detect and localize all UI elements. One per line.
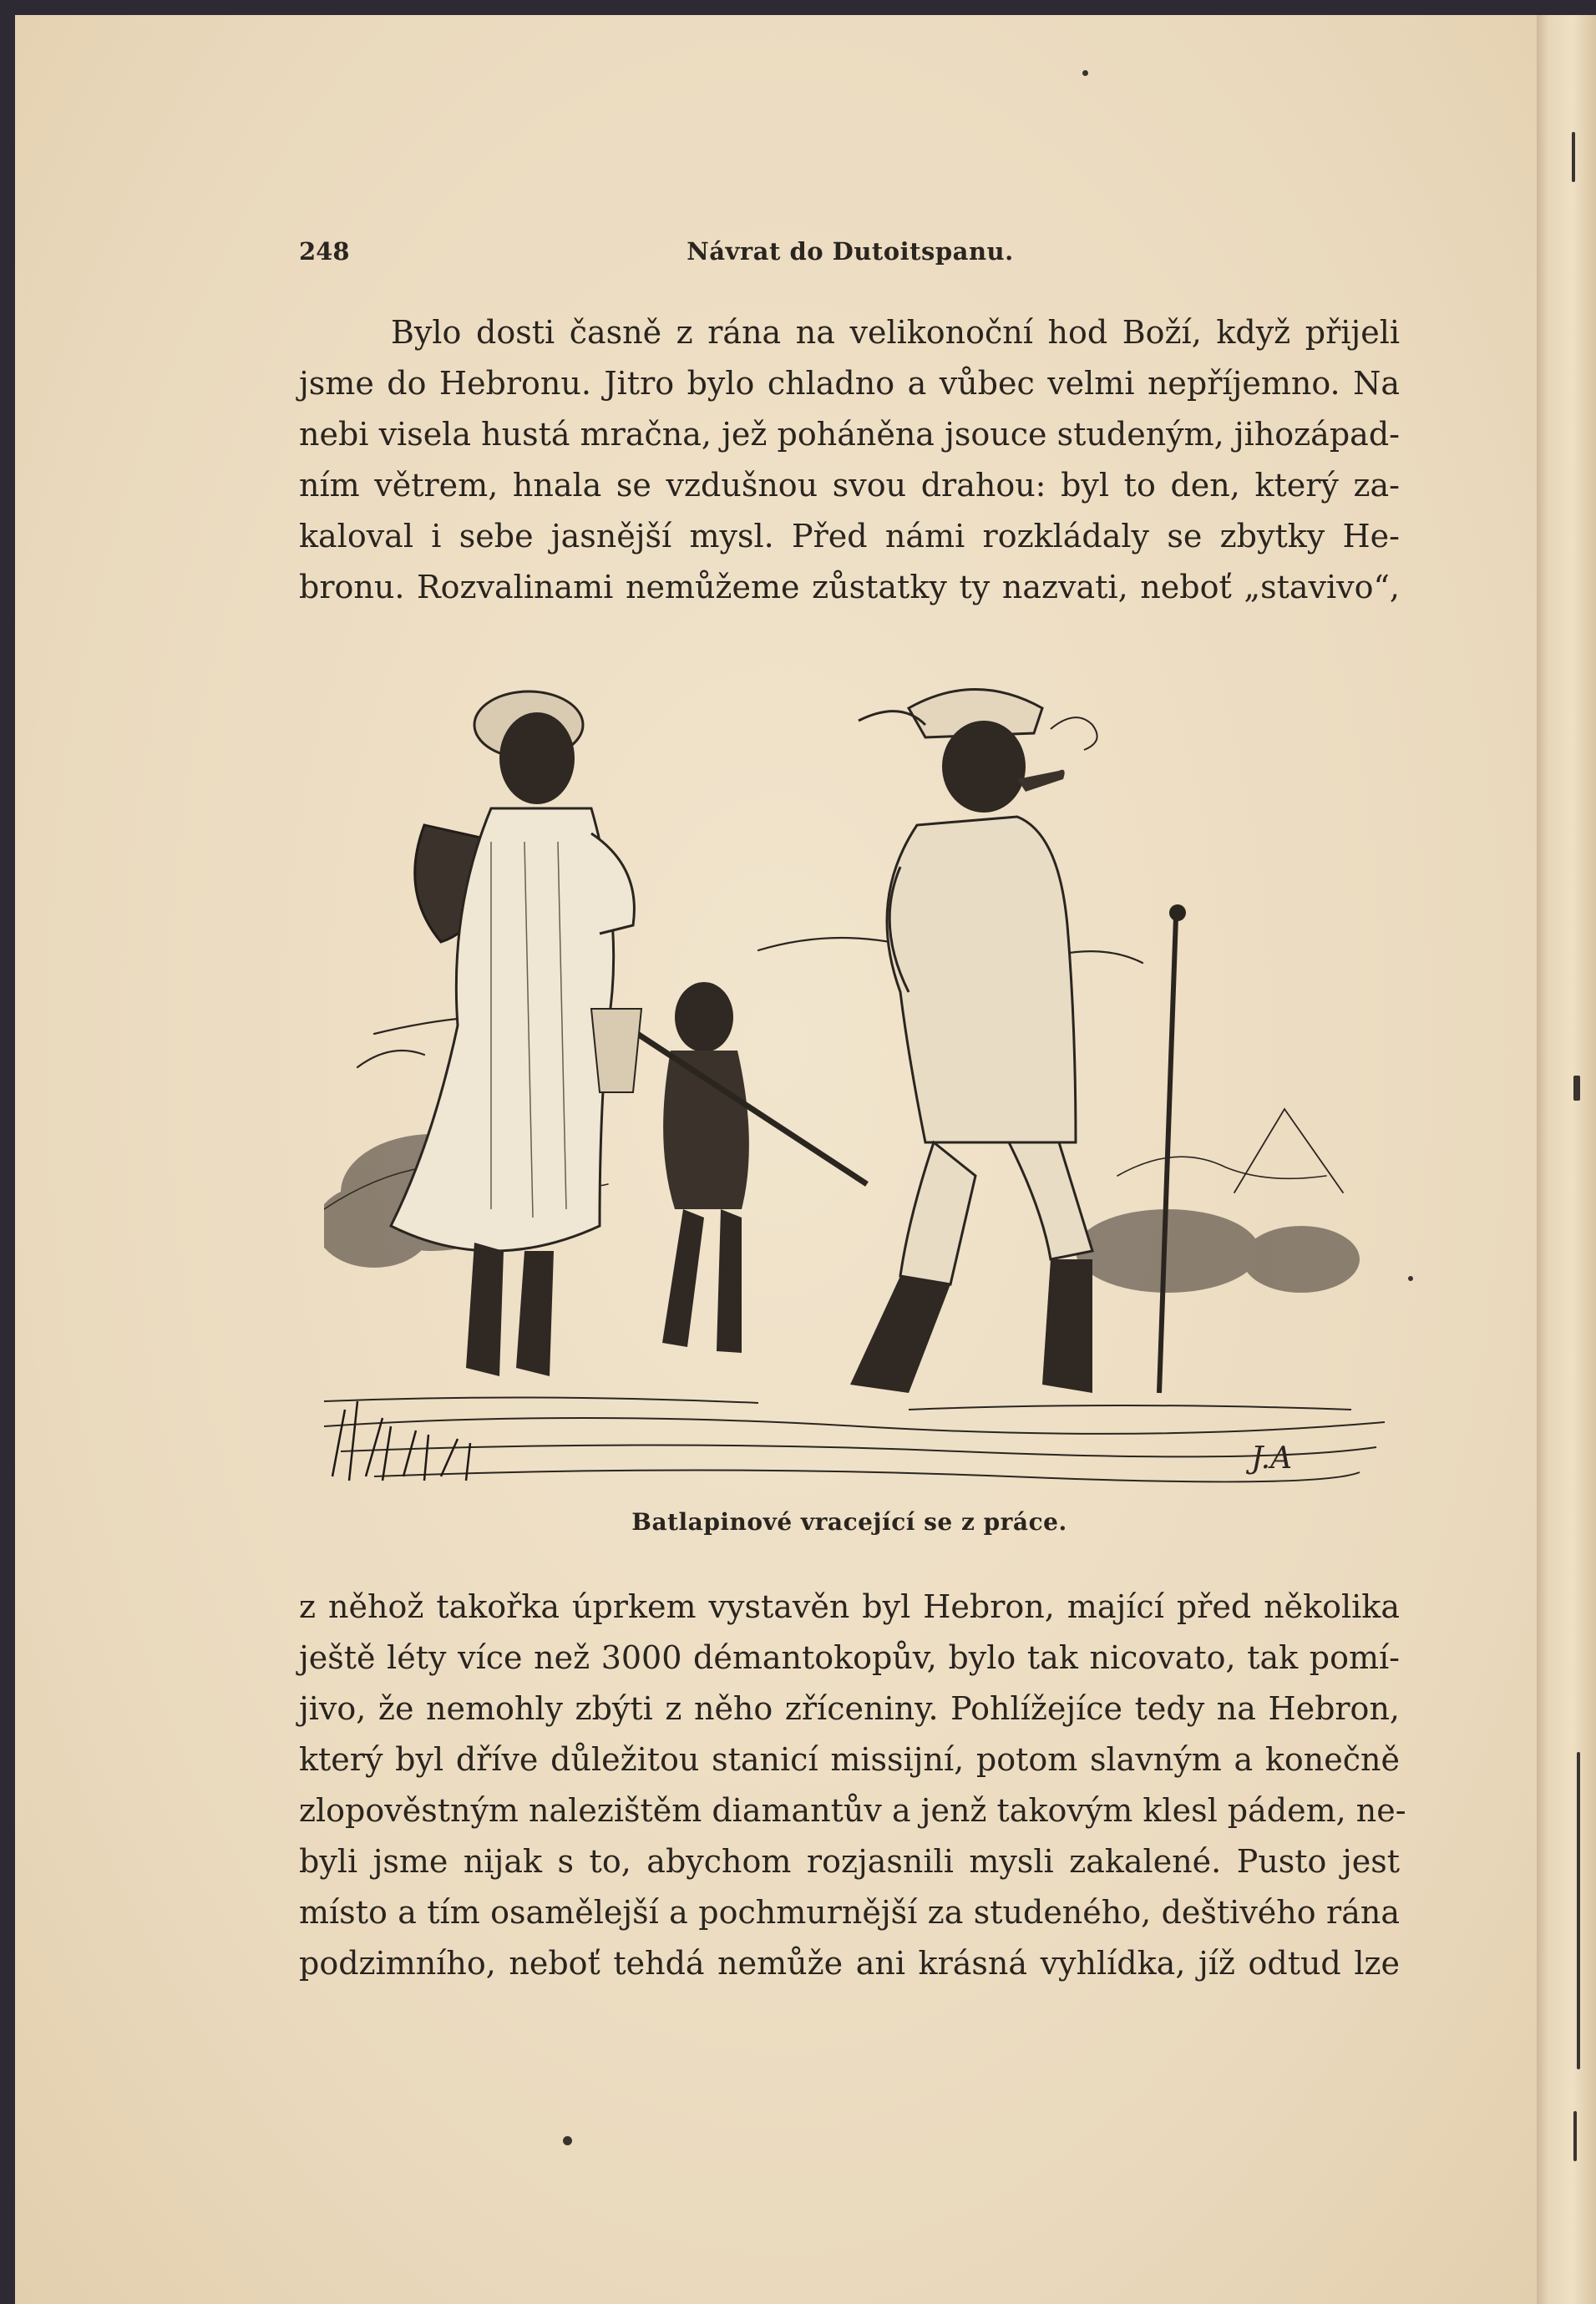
book-page — [15, 15, 1537, 2304]
text-line: Bylo dosti časně z rána na velikonoční hod Boží, když přijeli — [391, 314, 1400, 351]
engraving-illustration — [324, 675, 1385, 1501]
text-line: z něhož takořka úprkem vystavěn byl Hebron, mající před několika — [299, 1588, 1400, 1625]
running-head — [299, 237, 1401, 276]
text-line: byli jsme nijak s to, abychom rozjasnili mysli zakalené. Pusto jest — [299, 1843, 1400, 1880]
edge-mark — [1573, 2111, 1577, 2161]
edge-mark — [1577, 1752, 1580, 2069]
text-line: zlopověstným nalezištěm diamantův a jenž takovým klesl pádem, ne- — [299, 1792, 1406, 1829]
illustration-caption: Batlapinové vracející se z práce. — [631, 1508, 1067, 1536]
text-line: kaloval i sebe jasnější mysl. Před námi rozkládaly se zbytky He- — [299, 518, 1400, 554]
text-line: místo a tím osamělejší a pochmurnější za studeného, deštivého rána — [299, 1894, 1400, 1931]
edge-mark — [1573, 1076, 1580, 1101]
grass — [332, 1401, 470, 1481]
hut-outline — [1234, 1109, 1343, 1193]
child-figure — [591, 982, 867, 1353]
text-line: jivo, že nemohly zbýti z něho zříceniny. Pohlížejíce tedy na Hebron, — [299, 1690, 1400, 1727]
edge-mark — [1572, 132, 1575, 182]
text-line: jsme do Hebronu. Jitro bylo chladno a vůbec velmi nepříjemno. Na — [299, 365, 1400, 402]
book-edge — [1537, 15, 1596, 2304]
hill-outline — [1117, 1157, 1326, 1178]
text-line: podzimního, neboť tehdá nemůže ani krásná vyhlídka, jíž odtud lze — [299, 1945, 1400, 1982]
paper-speck — [1408, 1276, 1413, 1281]
text-line: ním větrem, hnala se vzdušnou svou drahou: byl to den, který za- — [299, 467, 1400, 504]
paper-speck — [1082, 70, 1088, 76]
text-line: nebi visela hustá mračna, jež poháněna jsouce studeným, jihozápad- — [299, 416, 1400, 453]
page-number: 248 — [299, 237, 350, 266]
paragraph-bottom — [299, 1582, 1406, 1989]
artist-signature: J.A — [1251, 1441, 1293, 1476]
text-line: bronu. Rozvalinami nemůžeme zůstatky ty nazvati, neboť „stavivo“, — [299, 569, 1400, 605]
paragraph-top — [299, 307, 1400, 613]
sky-line — [357, 1051, 424, 1067]
paper-speck — [563, 2136, 572, 2145]
ground-hatching — [324, 1397, 1385, 1481]
text-line: ještě léty více než 3000 démantokopův, bylo tak nicovato, tak pomí- — [299, 1639, 1400, 1676]
text-line: který byl dříve důležitou stanicí missijní, potom slavným a konečně — [299, 1741, 1400, 1778]
running-title: Návrat do Dutoitspanu. — [687, 237, 1014, 266]
